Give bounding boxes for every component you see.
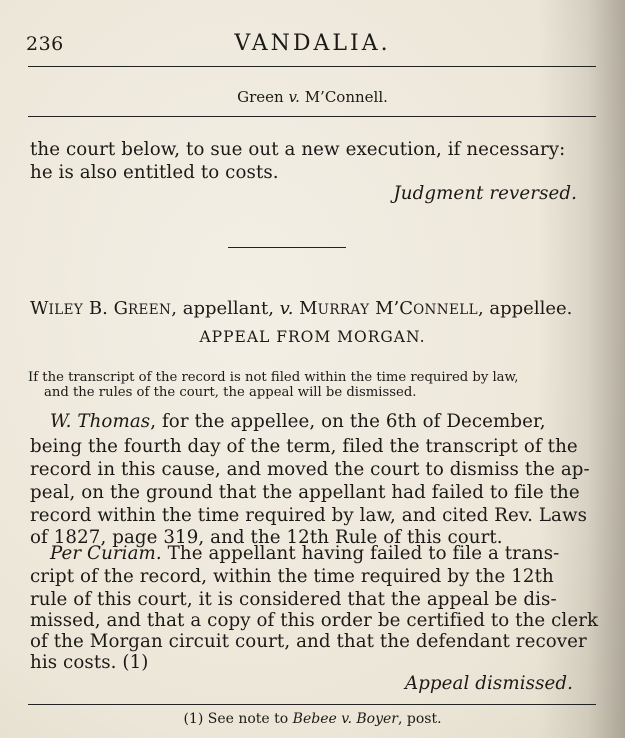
continuation-line-1: the court below, to sue out a new execution, if necessary:: [30, 139, 566, 160]
headnote-line-2: and the rules of the court, the appeal will be dismissed.: [44, 385, 417, 400]
header-rule-bottom: [28, 116, 596, 117]
case-caption: Green v. M’Connell.: [237, 88, 388, 106]
para2-line-2: cript of the record, within the time required by the 12th: [30, 566, 554, 587]
para2-line-5: of the Morgan circuit court, and that the defendant recover: [30, 631, 587, 652]
para1-line-5: record within the time required by law, and cited Rev. Laws: [30, 505, 588, 526]
page-number: 236: [26, 33, 64, 55]
para2-line-1: Per Curiam. The appellant having failed to file a trans-: [50, 543, 560, 564]
para1-line-6: of 1827, page 319, and the 12th Rule of this court.: [30, 527, 503, 548]
running-title: VANDALIA.: [234, 31, 391, 56]
appeal-dismissed: Appeal dismissed.: [404, 673, 573, 694]
para1-line-2: being the fourth day of the term, filed the transcript of the: [30, 436, 578, 457]
para2-line-3: rule of this court, it is considered that the appeal be dis-: [30, 589, 557, 610]
appeal-from: APPEAL FROM MORGAN.: [199, 328, 426, 346]
headnote-line-1: If the transcript of the record is not filed within the time required by law,: [28, 370, 519, 385]
para1-line-1: W. Thomas, for the appellee, on the 6th of December,: [50, 411, 546, 432]
footnote-rule: [28, 704, 596, 705]
para1-line-4: peal, on the ground that the appellant had failed to file the: [30, 482, 580, 503]
para2-line-4: missed, and that a copy of this order be certified to the clerk: [30, 610, 599, 631]
para2-line-6: his costs. (1): [30, 652, 149, 673]
case-title: WILEY B. GREEN, appellant, v. MURRAY M’CONNELL, appellee.: [30, 298, 573, 319]
case-separator-rule: [228, 247, 346, 248]
footnote: (1) See note to Bebee v. Boyer, post.: [183, 711, 442, 727]
judgment-reversed: Judgment reversed.: [393, 183, 577, 204]
continuation-line-2: he is also entitled to costs.: [30, 162, 279, 183]
header-rule-top: [28, 66, 596, 67]
para1-line-3: record in this cause, and moved the court to dismiss the ap-: [30, 459, 590, 480]
